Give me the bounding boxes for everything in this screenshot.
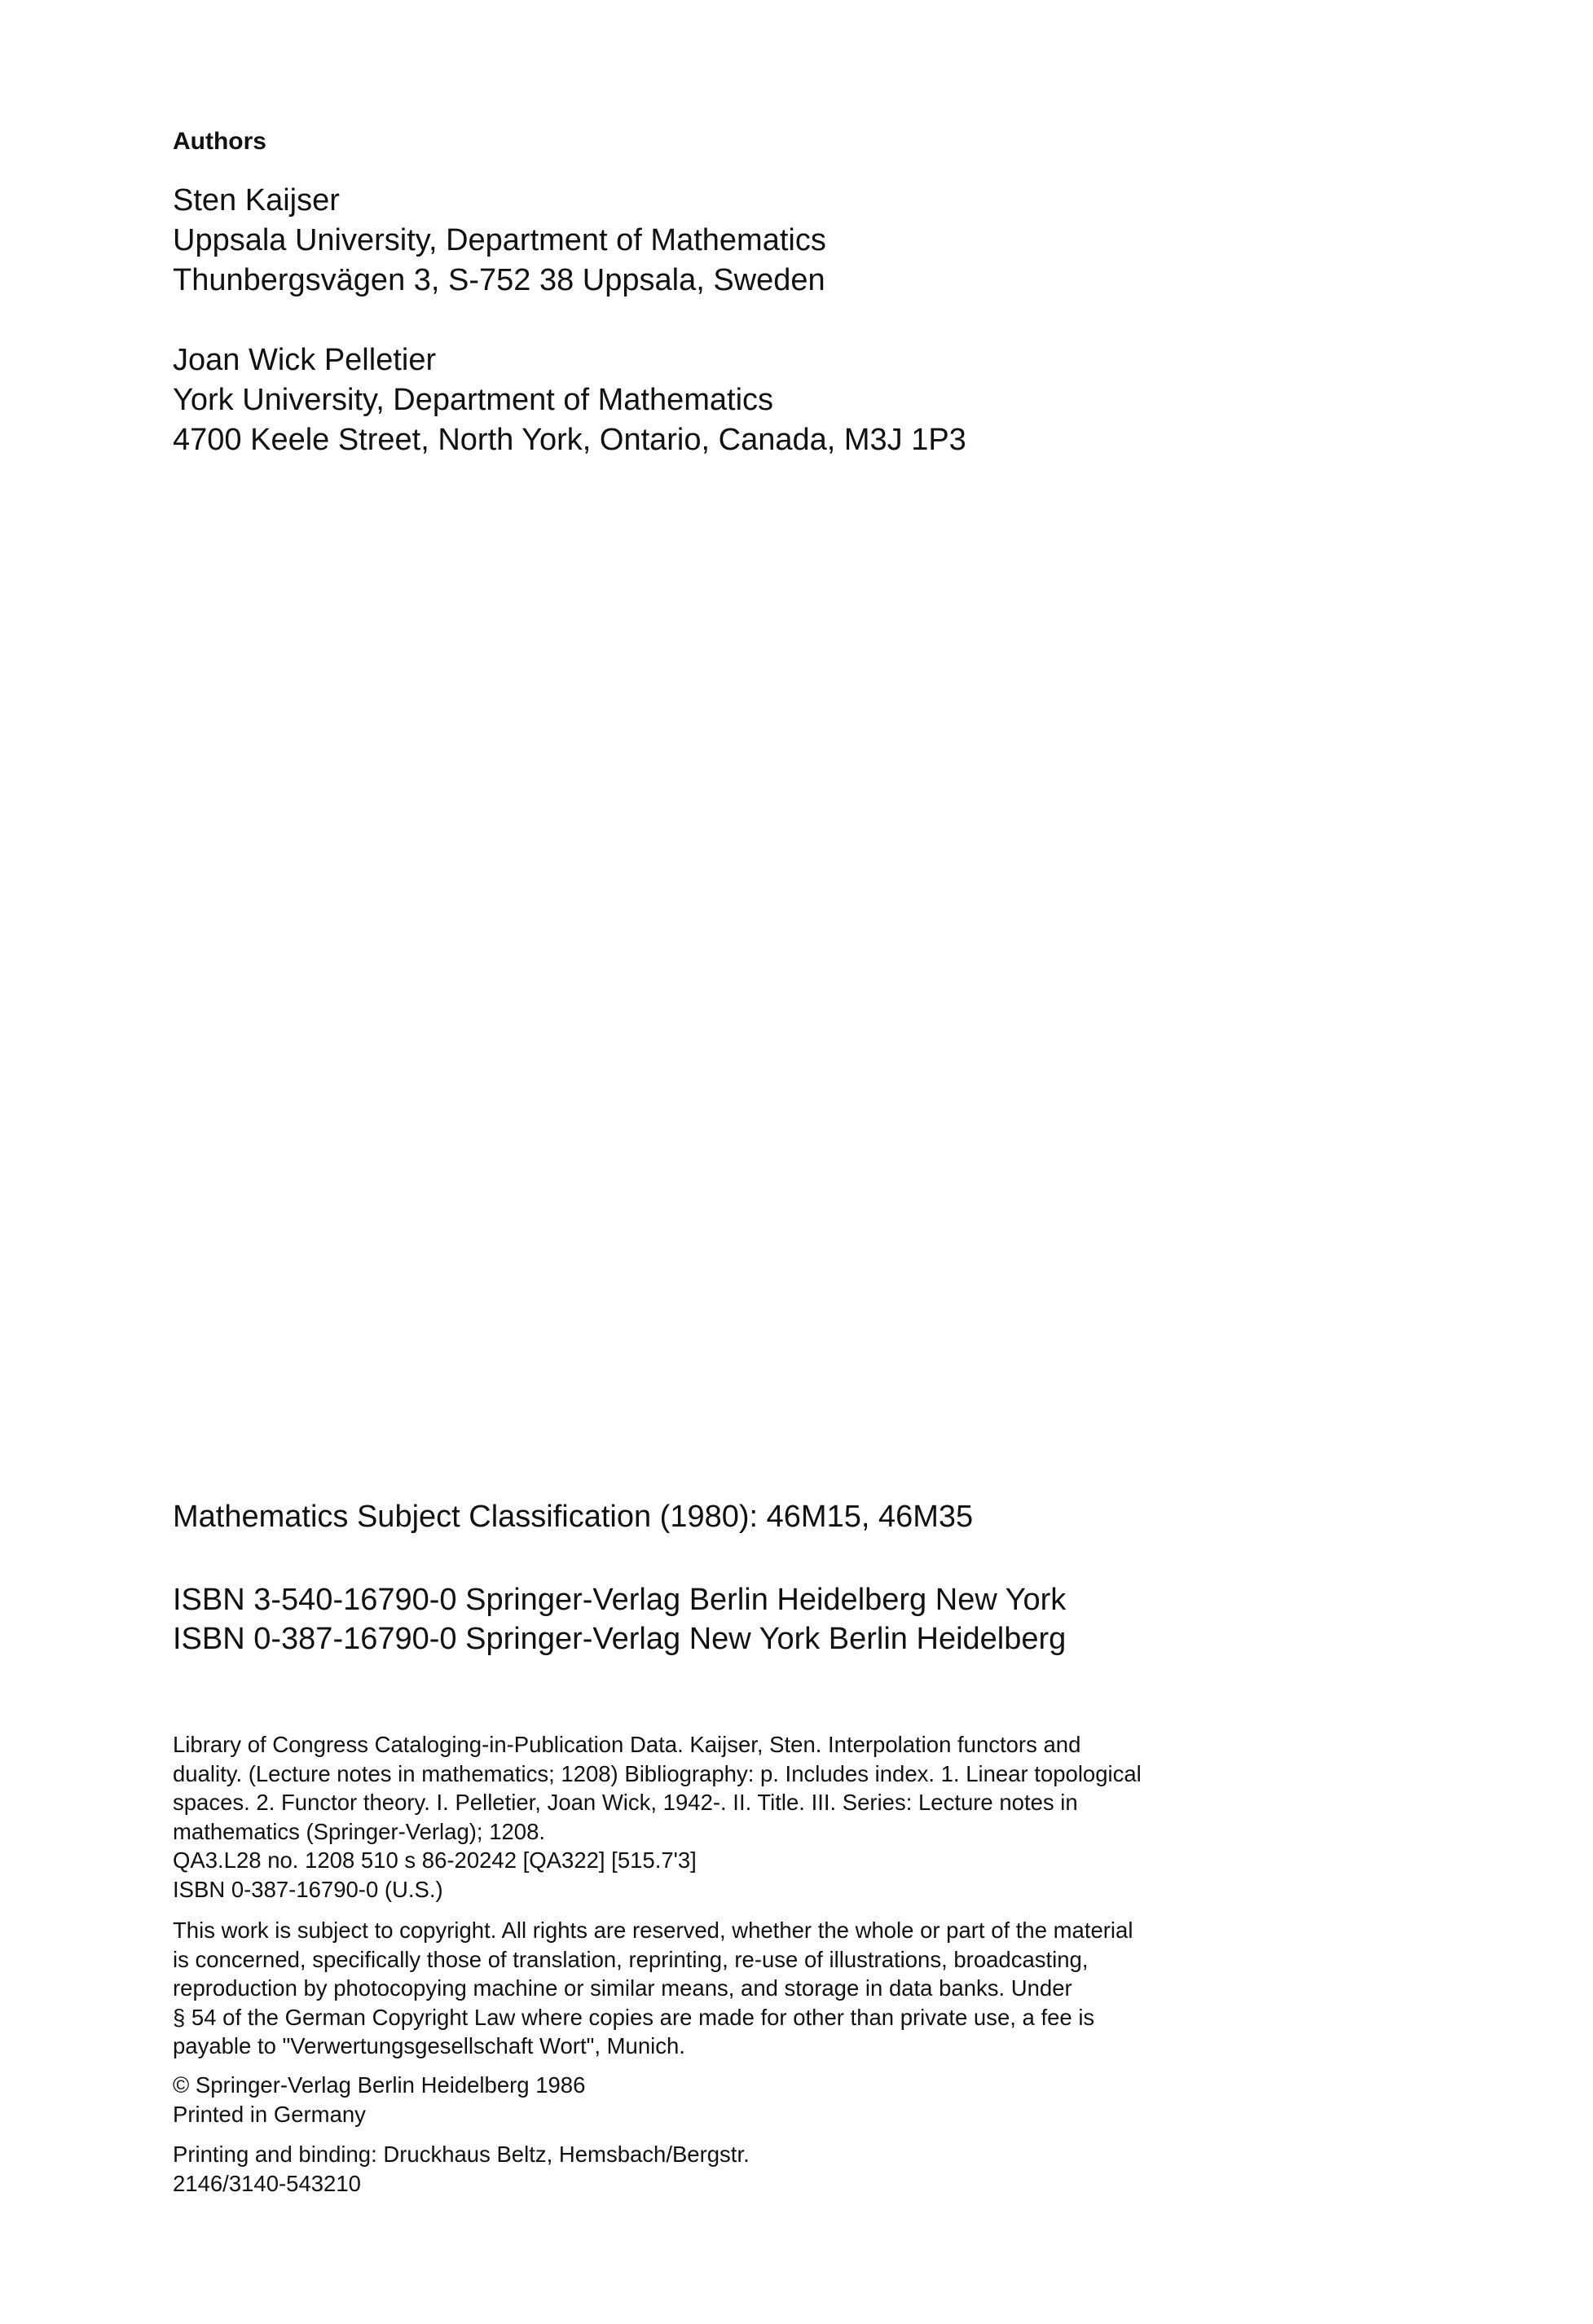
author-address: 4700 Keele Street, North York, Ontario, Canada, M3J 1P3 <box>173 423 966 457</box>
author-entry-kaijser <box>173 181 826 301</box>
author-affiliation: York University, Department of Mathematics <box>173 383 774 417</box>
isbn-line: ISBN 0-387-16790-0 Springer-Verlag New York Berlin Heidelberg <box>173 1622 1067 1656</box>
cip-line: duality. (Lecture notes in mathematics; 1208) Bibliography: p. Includes index. 1. Linear topological <box>173 1760 1142 1786</box>
print-code: 2146/3140-543210 <box>173 2170 361 2196</box>
author-name: Sten Kaijser <box>173 183 340 217</box>
isbn-block <box>173 1580 1066 1658</box>
subject-classification: Mathematics Subject Classification (1980): 46M15, 46M35 <box>173 1500 974 1534</box>
author-affiliation: Uppsala University, Department of Mathematics <box>173 223 826 257</box>
notice-line: This work is subject to copyright. All rights are reserved, whether the whole or part of the material <box>173 1918 1133 1943</box>
author-address: Thunbergsvägen 3, S-752 38 Uppsala, Sweden <box>173 263 825 297</box>
cip-line: mathematics (Springer-Verlag); 1208. <box>173 1818 546 1844</box>
notice-line: § 54 of the German Copyright Law where copies are made for other than private use, a fee is <box>173 2004 1095 2030</box>
copyright-statement <box>173 2071 1232 2129</box>
notice-line: payable to "Verwertungsgesellschaft Wort", Munich. <box>173 2033 685 2058</box>
printer-line: Printing and binding: Druckhaus Beltz, Hemsbach/Bergstr. <box>173 2142 750 2167</box>
cip-line: QA3.L28 no. 1208 510 s 86-20242 [QA322] [515.7'3] <box>173 1847 697 1873</box>
authors-heading: Authors <box>173 128 266 155</box>
cip-data <box>173 1730 1232 1904</box>
printing-info <box>173 2140 1232 2198</box>
cip-line: Library of Congress Cataloging-in-Publication Data. Kaijser, Sten. Interpolation functors and <box>173 1732 1081 1757</box>
isbn-line: ISBN 3-540-16790-0 Springer-Verlag Berlin Heidelberg New York <box>173 1583 1067 1617</box>
cip-line: ISBN 0-387-16790-0 (U.S.) <box>173 1876 443 1902</box>
notice-line: is concerned, specifically those of translation, reprinting, re-use of illustrations, broadcasting, <box>173 1946 1089 1972</box>
copyright-holder: © Springer-Verlag Berlin Heidelberg 1986 <box>173 2072 586 2098</box>
notice-line: reproduction by photocopying machine or similar means, and storage in data banks. Under <box>173 1975 1072 2001</box>
author-entry-pelletier <box>173 340 966 460</box>
cip-line: spaces. 2. Functor theory. I. Pelletier, Joan Wick, 1942-. II. Title. III. Series: Lecture notes in <box>173 1790 1078 1815</box>
printed-in: Printed in Germany <box>173 2101 366 2127</box>
copyright-notice <box>173 1916 1232 2061</box>
author-name: Joan Wick Pelletier <box>173 343 437 377</box>
